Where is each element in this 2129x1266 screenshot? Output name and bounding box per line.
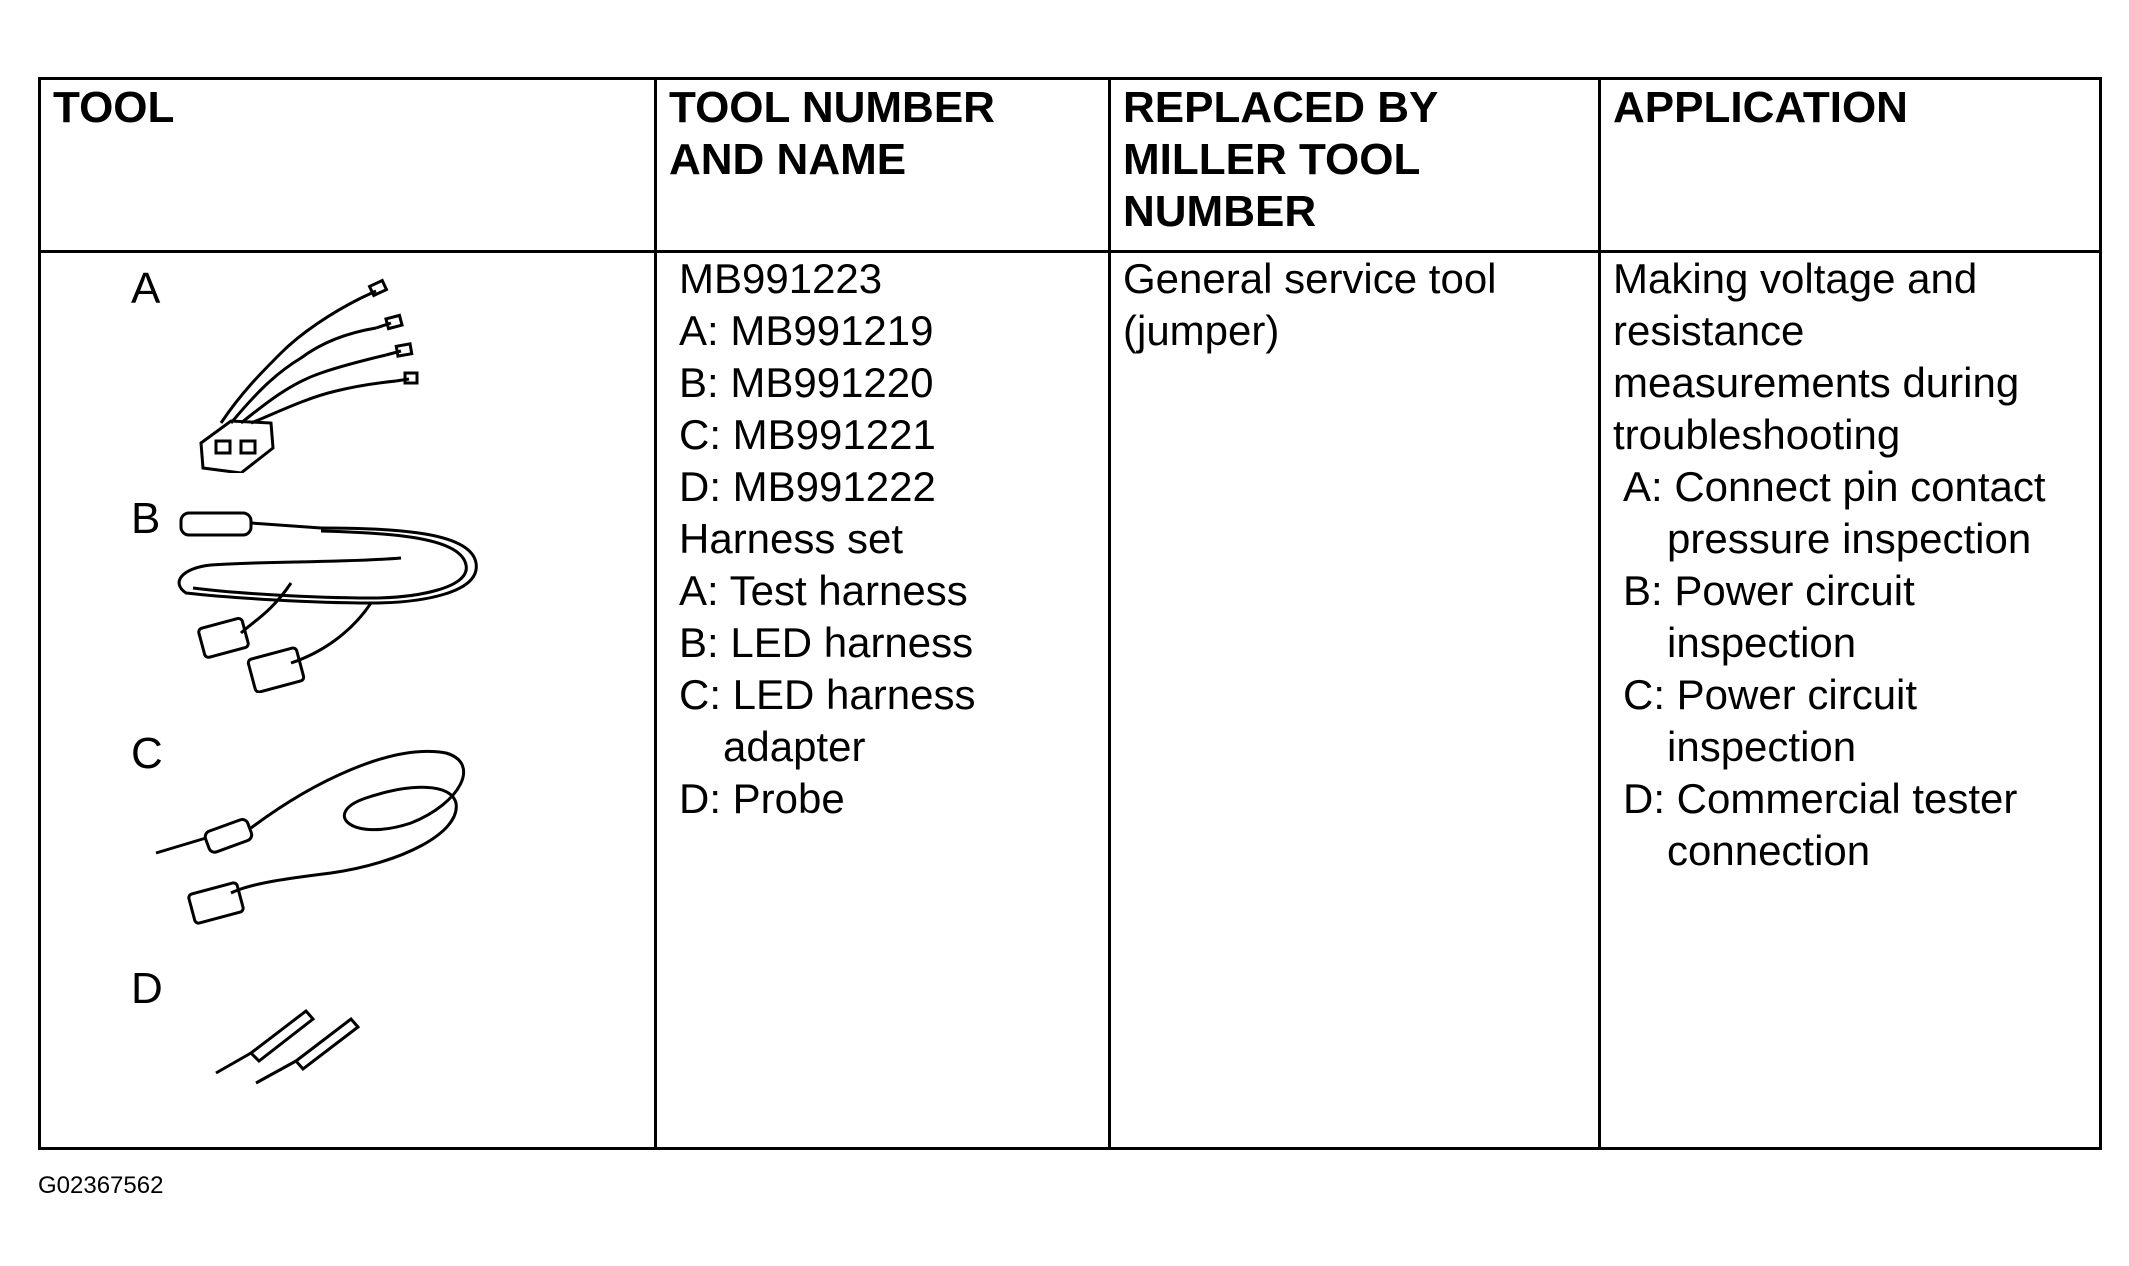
application-line: Making voltage and	[1613, 255, 1978, 302]
application-line: resistance	[1613, 307, 1805, 354]
application-line: A: Connect pin contact	[1623, 463, 2046, 510]
tool-letter-c: C	[131, 729, 163, 778]
led-harness-adapter-illustration	[151, 733, 491, 933]
tool-letter-a: A	[131, 264, 161, 313]
header-replaced-by: REPLACED BY MILLER TOOL NUMBER	[1123, 83, 1439, 236]
tool-number-line: MB991223	[679, 255, 883, 302]
tool-number-line: B: LED harness	[679, 619, 974, 666]
tool-number-line: Harness set	[679, 515, 904, 562]
led-harness-illustration	[171, 503, 501, 693]
probe-illustration	[211, 973, 431, 1093]
replaced-by-line: (jumper)	[1123, 307, 1280, 354]
tool-number-line: A: Test harness	[679, 567, 968, 614]
tool-cell	[41, 253, 654, 1147]
application-line: troubleshooting	[1613, 411, 1901, 458]
tool-number-cell	[657, 253, 1108, 1147]
application-line: C: Power circuit	[1623, 671, 1918, 718]
figure-id: G02367562	[38, 1172, 164, 1199]
tool-number-line: B: MB991220	[679, 359, 934, 406]
header-application: APPLICATION	[1613, 83, 1908, 132]
tool-number-line: C: LED harness	[679, 671, 976, 718]
tool-number-line: A: MB991219	[679, 307, 934, 354]
application-line: connection	[1667, 827, 1871, 874]
application-line: pressure inspection	[1667, 515, 2032, 562]
tool-number-line: D: MB991222	[679, 463, 936, 510]
tool-number-line: adapter	[723, 723, 866, 770]
tool-number-line: C: MB991221	[679, 411, 936, 458]
replaced-by-line: General service tool	[1123, 255, 1497, 302]
application-cell	[1601, 253, 2102, 1147]
header-tool: TOOL	[53, 83, 175, 132]
jumper-harness-illustration	[161, 273, 421, 473]
tool-letter-b: B	[131, 494, 161, 543]
tool-number-line: D: Probe	[679, 775, 845, 822]
replaced-by-cell	[1111, 253, 1598, 1147]
application-line: measurements during	[1613, 359, 2020, 406]
header-tool-number: TOOL NUMBER AND NAME	[669, 83, 995, 184]
application-line: D: Commercial tester	[1623, 775, 2018, 822]
application-line: inspection	[1667, 619, 1857, 666]
application-line: inspection	[1667, 723, 1857, 770]
tool-letter-d: D	[131, 964, 163, 1013]
application-line: B: Power circuit	[1623, 567, 1915, 614]
special-tools-table	[38, 77, 2102, 1150]
